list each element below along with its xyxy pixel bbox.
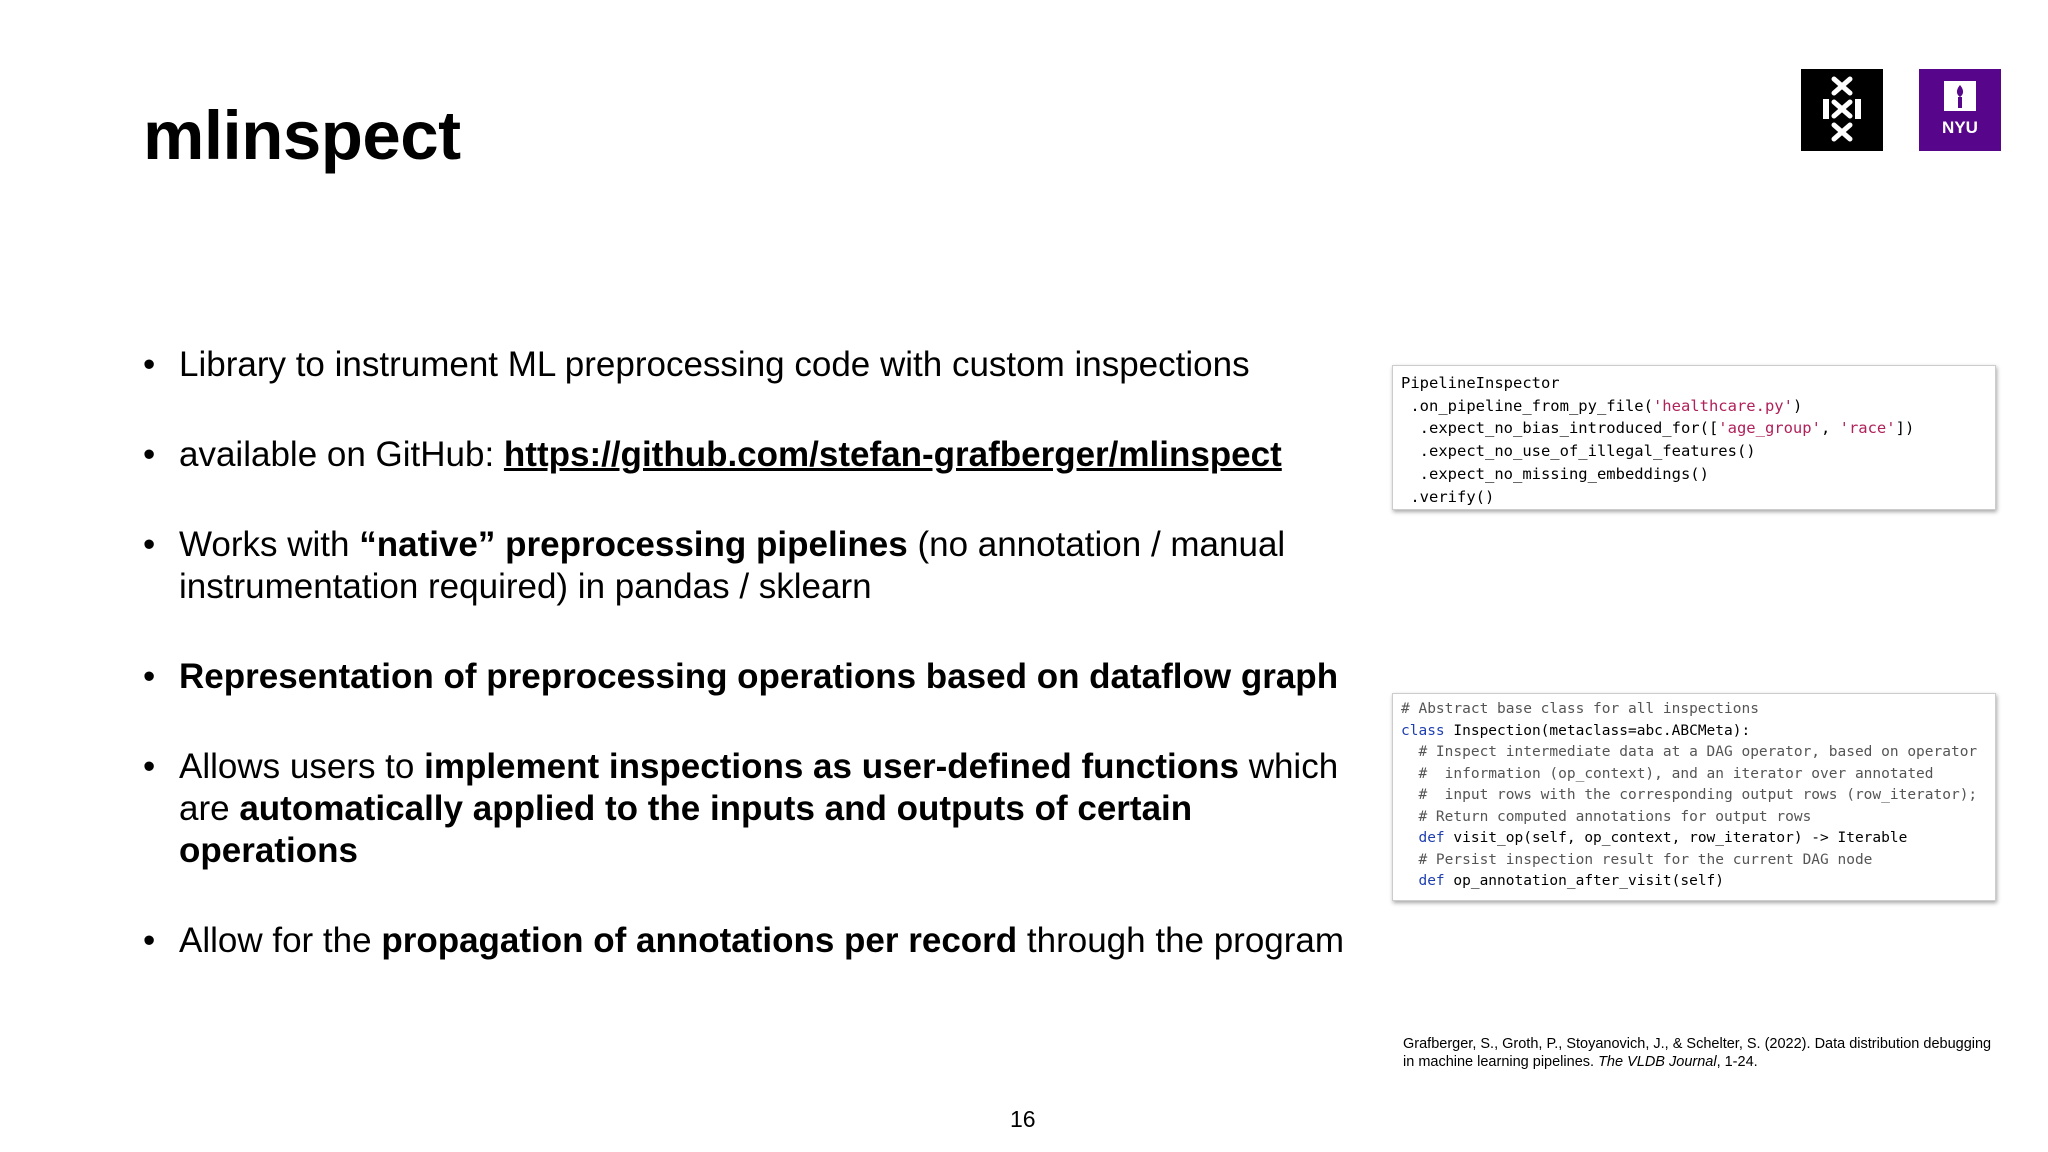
page-number: 16: [1010, 1106, 1036, 1132]
bullet-item: • Representation of preprocessing operations based on dataflow graph: [143, 656, 1363, 698]
inspection-class-code: # Abstract base class for all inspections class Inspection(metaclass=abc.ABCMeta): # Inspect intermediate data at a DAG operator, based on operator # information (op_context), and an iterator over annotated # input rows with the corresponding output rows (row_iterator); # Return computed annotations for output rows def visit_op(self, op_context, row_iterator) -> Iterable # Persist inspection result for the current DAG node def op_annotation_after_visit(self): [1392, 693, 1996, 901]
nyu-torch-icon: [1919, 69, 2001, 151]
bullet-item: • Works with “native” preprocessing pipelines (no annotation / manual instrumentation required) in pandas / sklearn: [143, 524, 1363, 608]
slide-title: mlinspect: [143, 97, 461, 174]
bullet-item: • Allow for the propagation of annotations per record through the program: [143, 920, 1363, 962]
citation: Grafberger, S., Groth, P., Stoyanovich, J., & Schelter, S. (2022). Data distribution debugging in machine learning pipelines. The VLDB Journal, 1-24.: [1403, 1036, 1992, 1070]
bullet-list: [143, 344, 1363, 1010]
bullet-item: • Library to instrument ML preprocessing code with custom inspections: [143, 344, 1363, 386]
nyu-logo-text: NYU: [1942, 118, 1978, 137]
uva-logo-icon: [1801, 69, 1883, 151]
nyu-logo-icon: [1919, 69, 2001, 151]
bullet-item: • Allows users to implement inspections as user-defined functions which are automatically applied to the inputs and outputs of certain operations: [143, 746, 1363, 872]
pipeline-inspector-code: PipelineInspector .on_pipeline_from_py_file('healthcare.py') .expect_no_bias_introduced_for(['age_group', 'race']) .expect_no_use_of_illegal_features() .expect_no_missing_embeddings() .verify(): [1392, 365, 1996, 510]
bullet-item: • available on GitHub: https://github.com/stefan-grafberger/mlinspect: [143, 434, 1363, 476]
uva-crosses-icon: [1801, 69, 1883, 151]
github-link[interactable]: https://github.com/stefan-grafberger/mlinspect: [503, 435, 1282, 474]
